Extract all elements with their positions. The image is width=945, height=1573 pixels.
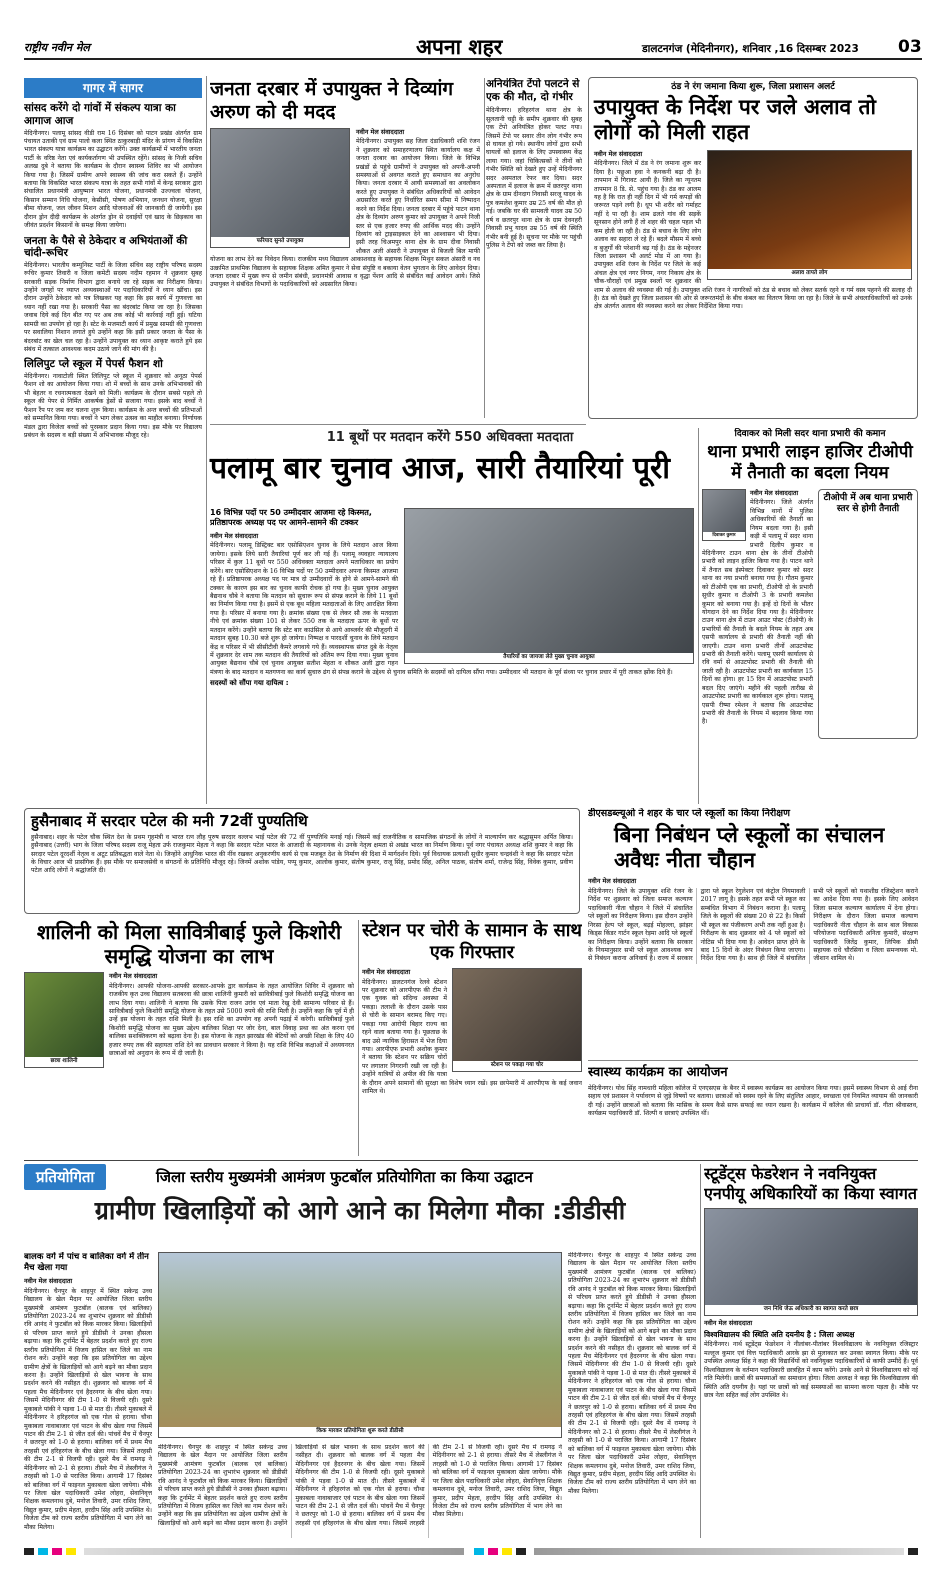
janta-headline: जनता दरबार में उपायुक्त ने दिव्यांग अरुण को दी मदद: [210, 78, 454, 123]
divider: [210, 424, 586, 425]
play-kicker: डीएसडब्ल्यूओ ने शहर के चार प्ले स्कूलों का किया निरीक्षण: [588, 808, 790, 819]
thana-body: मेदिनीनगर। जिले अंतर्गत विभिन्न थानों में पुलिस अधिकारियों की तैनाती का नियम बदला गया है। इसी कड़ी में पलामू में सदर थाना प्रभारी दिलीप कुमार व मेदिनीनगर टाउन थाना क्षेत्र के तीनों टीओपी प्रभारी को लाइन हाजिर किया गया है। पाटन थाने में तैनात सब इंस्पेक्टर दिवाकर कुमार को सदर थाना का नया प्रभारी बनाया गया है। गौतम कुमार को टीओपी एक का प्रभारी, टीओपी दो के प्रभारी सुधीर कुमार व टीओपी 3 के प्रभारी कमलेश कुमार को बनाया गया है। इन्हें दो दिनों के भीतर योगदान देने का निर्देश दिया गया है। मेदिनीनगर टाउन थाना क्षेत्र में टाउन आउट पोस्ट (टीओपी) के प्रभारियों की तैनाती के बदले नियम के तहत अब एसपी कार्यालय से प्रभारी की तैनाती नहीं की जाएगी। टाउन थाना प्रभारी तीनों आउटपोस्ट प्रभारी की तैनाती करेंगे। पलामू एसपी कार्यालय से रवि वर्मा से आउटपोस्ट प्रभारी की तैनाती की जाती रही है। आउटपोस्ट प्रभारी का कार्यकाल 15 दिनों का होगा। हर 15 दिन में आउटपोस्ट प्रभारी बदल दिए जाएंगे। महीने की पहली तारीख से आउटपोस्ट प्रभारी का कार्यकाल शुरू होगा। पलामू एसपी रीष्मा रमेशन ने बताया कि आउटपोस्ट प्रभारी की तैनाती के नियम में बदलाव किया गया है।: [702, 499, 813, 726]
divider: [358, 920, 359, 1156]
students-story: [704, 1164, 918, 1538]
alav-caption: अलाव तापते लोग: [708, 269, 911, 279]
section-name: अपना शहर: [416, 35, 503, 59]
swasthya-headline: स्वास्थ्य कार्यक्रम का आयोजन: [588, 1065, 728, 1080]
brief-kicker: गागर में सागर: [24, 78, 202, 98]
brief-3-body: मेदिनीनगर। नावाटोली स्थित लिलिपुट प्ले स्कूल में शुक्रवार को अनूठा पेपर्स फैशन शो का आयोजन किया गया। शो में बच्चों के साथ उनके अभिभावकों की भी बेहतर व रचनात्मकता देखने को मिली। कार्यक्रम के दौरान सबसे पहले तो स्कूल की पेपर से निर्मित आकर्षक ड्रेसों से सजाया गया। इसके बाद बच्चों ने फैशन रैंप पर जम कर चलना शुरू किया। कार्यक्रम के अन्त बच्चों की प्रतिभाओं को सम्मानित किया गया। बच्चों ने भाग लेकर उत्सव का माहौल बनाया। निर्णायक मंडल द्वारा विजेता बच्चों को पुरस्कार प्रदान किया गया। इस मौके पर विद्यालय प्रबंधन के सदस्य व बड़ी संख्या में अभिभावक मौजूद रहे।: [24, 372, 202, 439]
alav-kicker: ठंड ने रंग जमाना किया शुरू, जिला प्रशासन अलर्ट: [671, 82, 835, 92]
divider: [484, 78, 485, 418]
bar-body: मेदिनीनगर। पलामू डिस्ट्रिक्ट बार एसोसिएशन चुनाव के लिये मतदान आज किया जायेगा। इसके लिये सारी तैयारियां पूर्ण कर ली गई हैं। पलामू व्यवहार न्यायालय परिसर में कुल 11 बूथों पर 550 अधिवक्ता मतदाता अपने मताधिकार का प्रयोग करेंगे। बार एसोसिएशन के 16 विभिन्न पदों पर 50 उम्मीदवार अपना किस्मत आजमा रहे हैं। प्रतिष्ठापरक अध्यक्ष पद पर मात्र दो उम्मीदवारों के होने से आमने-सामने की टक्कर के कारण इस बार का चुनाव काफी रोचक हो गया है। मुख्य चुनाव आयुक्त बैद्यनाथ चौबे ने बताया कि मतदान को सुचारू रूप से संपन्न कराने के लिये 11 बूथों का निर्माण किया गया है। इसमें से एक बूथ महिला मतदाताओं के लिए आरक्षित किया गया है। परिसर में बनाया गया है। क्रमांक संख्या एक से लेकर सौ तक के मतदाता नीचे एवं क्रमांक संख्या 101 से लेकर 550 तक के मतदाता ऊपर के बूथों पर मतदान करेंगे। उन्होंने बताया कि स्टेट बार काउंसिल से आये आब्जर्वर की मौजूदगी में मतदान सुबह 10.30 बजे शुरू हो जायेगा। निष्पक्ष व पारदर्शी चुनाव के लिये मतदान केंद्र व परिसर में भी सीसीटीवी कैमरे लगवाये गये हैं। व्यवस्थापक संगत दुबे के नेतृत्व में शुक्रवार देर शाम तक मतदान की तैयारियों को अंतिम रूप दिया गया। मुख्य चुनाव आयुक्त बैद्यनाथ चौबे एवं चुनाव आयुक्त सतीश मेहता व शौकत अली द्वारा गहन मंत्रणा के बाद मतदान व मतगणना का कार्य सुचारु ढंग से संपन्न कराने के उद्देश्य से चुनाव समिति के सदस्यों को दायित्व सौंपा गया। उम्मीदवार भी मतदान के पूर्व संध्या पर चुनाव प्रचार में पूरी ताकत झोंक दिये हैं।: [210, 542, 673, 676]
thana-box-title: टीओपी में अब थाना प्रभारी स्तर से होगी तैनाती: [823, 492, 913, 514]
thana-infobox: [818, 489, 918, 739]
janta-byline: नवीन मेल संवाददाता: [356, 127, 405, 136]
bar-caption: तैयारियों का जायजा लेते मुख्य चुनाव आयुक्त: [405, 653, 693, 663]
dateline: डालटनगंज (मेदिनीनगर), शनिवार ,16 दिसम्बर 2023: [642, 43, 859, 55]
football-subhead: बालक वर्ग में पांच व बालिका वर्ग में तीन मैच खेला गया: [24, 1252, 149, 1274]
patel-body: हुसैनाबाद। शहर के पटेल चौक स्थित देश के प्रथम गृहमंत्री व भारत रत्न लौह पुरुष सरदार वल्लभ भाई पटेल की 72 वीं पुण्यतिथि मनाई गई। जिसमें कई राजनीतिक व सामाजिक संगठनों के लोगों ने माल्यार्पण कर श्रद्धासुमन अर्पित किया। हुसैनाबाद (उत्तरी) भाग के जिला परिषद सदस्य राजू मेहता उर्फ राजकुमार मेहता ने कहा कि सरदार पटेल भारत के आजादी के महानायक थे। उनके नेतृत्व क्षमता से अखंड भारत का निर्माण किया। पूर्व नगर पंचायत अध्यक्ष शशि कुमार ने कहा कि सरदार पटेल दूरदर्शी नेतृत्व व अटूट प्रतिबद्धता वाले नेता थे। जिन्होंने आधुनिक भारत की नींव रखकर अनुकरणीय कार्य से एक मजबूत देश के निर्माण की दिशा में मार्गदर्शन दिये। पूर्व विधायक प्रत्याशी सुधीर कुमार चन्द्रवंशी ने कहा कि सरदार पटेल के विचार आज भी प्रासंगिक हैं। इस मौके पर समाजसेवी व संगठनों के प्रतिनिधि मौजूद रहे। जिनमें अशोक पांडेय, पप्पू कुमार, आलोक कुमार, संतोष कुमार, राजू सिंह, प्रमोद सिंह, अनिल पाठक, संतोष शर्मा, राजेन्द्र सिंह, विवेक कुमार, प्रवीण पटेल आदि लोगों ने श्रद्धांजलि दी।: [31, 833, 573, 875]
swasthya-story: [588, 1060, 918, 1156]
students-byline: नवीन मेल संवाददाता: [704, 1319, 753, 1327]
janta-body: मेदिनीनगर। उपायुक्त सह जिला दंडाधिकारी शशि रंजन ने शुक्रवार को समाहरणालय स्थित कार्यालय कक्ष में जनता दरबार का आयोजन किया। जिले के विभिन्न प्रखंडों से पहुंचे ग्रामीणों ने उपायुक्त को अपनी-अपनी समस्याओं से अवगत कराते हुए समाधान का अनुरोध किया। जनता दरबार में आयी समस्याओं का अवलोकन करते हुए उपायुक्त ने संबंधित अधिकारियों को आवेदन अग्रसारित करते हुए निर्धारित समय सीमा में निष्पादन करने का निर्देश दिया। जनता दरबार में पहुंचे पाटन थाना क्षेत्र के दिव्यांग अरुण कुमार को उपायुक्त ने अपने निजी स्तर से एक हजार रुपए की आर्थिक मदद की। उन्होंने दिव्यांग को ट्राइसाइकल देने का आश्वासन भी दिया। इसी तरह चिअमपुर थाना क्षेत्र के ग्राम दीवा निवासी शौकत अली अंसारी ने उपायुक्त से बिजली बिल माफी योजना का लाभ देने का निवेदन किया। राजकीय मध्य विद्यालय आकाशवाड़ के सहायक शिक्षक मिथुन सकल अंसारी व नव उत्क्रमित प्राथमिक विद्यालय के सहायक शिक्षक अमित कुमार ने सेवा संपुष्टि व बकाया वेतन भुगतान के लिए आवेदन दिया। जनता दरबार में मुख्य रूप से जमीन संबंधी, प्रधानमंत्री आवास व वृद्धा पेंशन आदि से संबंधित कई आवेदन आये। जिसे उपायुक्त ने संबंधित विभागों के पदाधिकारियों को अग्रसारित किया।: [210, 138, 480, 289]
play-headline: बिना निबंधन प्ले स्कूलों का संचालन अवैधः नीता चौहान: [614, 822, 885, 873]
football-caption: किक मारकर प्रतियोगिता शुरू करते डीडीसी: [159, 1427, 561, 1437]
football-kicker: जिला स्तरीय मुख्यमंत्री आमंत्रण फुटबॉल प्रतियोगिता का किया उद्घाटन: [156, 1168, 533, 1186]
thana-caption: दिवाकर कुमार: [703, 532, 745, 540]
football-byline: नवीन मेल संवाददाता: [24, 1277, 73, 1286]
bar-kicker: 11 बूथों पर मतदान करेंगे 550 अधिवक्ता मतदाता: [326, 430, 574, 445]
alav-headline: उपायुक्त के निर्देश पर जले अलाव तो लोगों को मिली राहत: [594, 95, 876, 145]
alav-story: [588, 77, 918, 419]
tempo-story: [486, 78, 582, 418]
station-body: मेदिनीनगर। डालटनगंज रेलवे स्टेशन पर शुक्रवार को आरपीएफ की टीम ने एक युवक को संदिग्ध अवस्था में पकड़ा। तलाशी के दौरान उसके पास से चोरी के सामान बरामद किए गए। पकड़ा गया आरोपी बिहार राज्य का रहने वाला बताया गया है। पूछताछ के बाद उसे न्यायिक हिरासत में भेज दिया गया। आरपीएफ प्रभारी अशोक कुमार ने बताया कि स्टेशन पर सक्रिय चोरों पर लगातार निगरानी रखी जा रही है। उन्होंने यात्रियों से अपील की कि यात्रा के दौरान अपने सामानों की सुरक्षा का विशेष ध्यान रखें। इस छापेमारी में आरपीएफ के कई जवान शामिल थे।: [362, 978, 582, 1096]
play-byline: नवीन मेल संवाददाता: [588, 877, 637, 886]
divider: [206, 76, 207, 804]
thana-photo: [702, 489, 746, 541]
shalini-headline: शालिनी को मिला सावित्रीबाई फुले किशोरी समृद्धि योजना का लाभ: [36, 920, 342, 968]
thana-kicker: दिवाकर को मिली सदर थाना प्रभारी की कमान: [734, 429, 886, 439]
brief-1-body: मेदिनीनगर। पलामू सांसद वीडी राम 16 दिसंबर को पाटन प्रखंड अंतर्गत ग्राम पंचायत उताकी एवं ग्राम पालो कला स्थित ठाकुरबाड़ी मंदिर के प्रांगण में विकसित भारत संकल्प यात्रा कार्यक्रम का उद्घाटन करेंगे। उक्त कार्यक्रमों में भारतीय जनता पार्टी के वरिष्ठ नेता एवं कार्यकर्तागण भी उपस्थित रहेंगे। सांसद के निजी सचिव अलख दुबे ने बताया कि कार्यक्रम के दौरान स्वास्थ्य शिविर का भी आयोजन किया गया है। जिसमें ग्रामीण अपने स्वास्थ्य की जांच करा सकते हैं। उन्होंने बताया कि विकसित भारत संकल्प यात्रा के तहत सभी गांवों में केन्द्र सरकार द्वारा संचालित प्रधानमंत्री आयुष्मान भारत योजना, प्रधानमंत्री उज्ज्वला योजना, किसान सम्मान निधि योजना, केसीसी, पोषण अभियान, जनधन योजना, सुरक्षा बीमा योजना, जल जीवन मिशन आदि योजनाओं की जानकारी दी जायेगी। इस दौरान ड्रोन दीदी कार्यक्रम के अंतर्गत ड्रोन से दवाईयों एवं खाद के छिड़काव का जीवंत प्रदर्शन किसानों के समक्ष किया जायेगा।: [24, 129, 202, 230]
thana-byline: नवीन मेल संवाददाता: [750, 488, 799, 497]
shalini-photo: [24, 972, 104, 1068]
thana-headline: थाना प्रभारी लाइन हाजिर टीओपी में तैनाती का बदला नियम: [707, 442, 913, 484]
shalini-body: मेदिनीनगर। आपकी योजना-आपकी सरकार-आपके द्वार कार्यक्रम के तहत आयोजित शिविर में शुक्रवार को राजकीय कृत उच्च विद्यालय सतबरवा की छात्रा शालिनी कुमारी को सावित्रीबाई फुले किशोरी समृद्धि योजना का लाभ दिया गया। शालिनी ने बताया कि उसके पिता राजन उरांव एवं माता रेखु देवी सामान्य परिवार से हैं। सावित्रीबाई फुले किशोरी समृद्धि योजना के तहत उसे 5000 रुपये की राशि मिली है। उन्होंने कहा कि पूर्व में ही उन्हें इस योजना के तहत राशि मिली है। इस राशि का उपयोग वह अपनी पढ़ाई में करेगी। सावित्रीबाई फुले किशोरी समृद्धि योजना का मुख्य उद्देश्य बालिका शिक्षा पर जोर देना, बाल विवाह प्रथा का अंत करना एवं बालिका सशक्तिकरण को बढ़ावा देना है। इस योजना के तहत झारखंड की बेटियों को अच्छी शिक्षा के लिए 40 हजार रुपए तक की सहायता राशि देने का प्रावधान सरकार ने किया है। यह राशि विभिन्न कक्षाओं में अध्ययनरत छात्राओं को अनुदान के रूप में दी जाती है।: [109, 982, 354, 1058]
students-subhead: विश्वविद्यालय की स्थिति अति दयनीय है : जिला अध्यक्ष: [704, 1329, 855, 1339]
page-number: 03: [898, 37, 922, 57]
bar-subhead: 16 विभिन्न पदों पर 50 उम्मीदवार आजमा रहे किस्मत, प्रतिष्ठापरक अध्यक्ष पद पर आमने-सामने की टक्कर: [210, 508, 372, 528]
janta-caption: फरियाद सुनते उपायुक्त: [211, 237, 349, 247]
station-photo: [452, 968, 582, 1072]
bar-headline: पलामू बार चुनाव आज, सारी तैयारियां पूरी: [210, 451, 671, 486]
alav-photo: [707, 150, 912, 280]
shalini-caption: छात्रा शालिनी: [25, 1057, 103, 1067]
play-body: मेदिनीनगर। जिले के उपायुक्त शशि रंजन के निर्देश पर शुक्रवार को जिला समाज कल्याण पदाधिकारी नीता चौहान ने जिले में संचालित प्ले स्कूलों का निरीक्षण किया। इस दौरान उन्होंने निरसा हेल्प प्ले स्कूल, बढ़ई मोहल्ला, झांझर किड्स किंडर गार्टन स्कूल रेड़मा आदि प्ले स्कूलों का निरीक्षण किया। उन्होंने बताया कि सरकार के नियमानुसार सभी प्ले स्कूल आवश्यक रूप से निबंधन कराना अनिवार्य है। राज्य में सरकार द्वारा प्ले स्कूल रेगुलेशन एवं कंट्रोल नियमावली 2017 लागू है। इसके तहत सभी प्ले स्कूल का सम्बंधित विभाग में निबंधन कराना है। पलामू जिले के स्कूलों की संख्या 20 से 22 है। किसी भी स्कूल का पंजीकरण अभी तक नहीं हुआ है। निरीक्षण के बाद शुक्रवार को 4 प्ले स्कूलों को नोटिस भी दिया गया है। आवेदन प्राप्त होने के बाद 15 दिनों के अंदर निबंधन किया जाएगा। निर्देश दिया गया है। साथ ही जिले में संचालित सभी प्ले स्कूलों को यथाशीघ्र रजिस्ट्रेशन कराने का आदेश दिया गया है। इसके लिए आवेदन जिला समाज कल्याण कार्यालय में देना होगा। निरीक्षण के दौरान जिला समाज कल्याण पदाधिकारी नीता चौहान के साथ बाल विकास परियोजना पदाधिकारी अनिता कुमारी, संरक्षण पदाधिकारी जितेंद्र कुमार, लिपिक डीसी सहायक राधे चौरसिया व जिला समन्वयक मो. जीशान शामिल थे।: [588, 887, 918, 963]
alav-byline: नवीन मेल संवाददाता: [594, 149, 643, 158]
patel-headline: हुसैनाबाद में सरदार पटेल की मनी 72वीं पुण्यतिथि: [31, 812, 308, 830]
divider: [698, 428, 699, 804]
alav-body: मेदिनीनगर। जिले में ठंड ने रंग जमाना शुरू कर दिया है। पछुआ हवा ने कनकनी बढ़ा दी है। तापमान में गिरावट आयी है। जिले का न्यूनतम तापमान 8 डि. से. पहुंच गया है। ठंड का आलम यह है कि रात ही नहीं दिन में भी गर्म कपड़ों की जरूरत पड़ने लगी है। धूप भी शरीर को गर्माहट नहीं दे पा रही है। शाम ढलते गांव की सड़कें सूनसान होने लगी हैं तो शहर की चहल पहल भी कम होती जा रही है। ठंड से बचाव के लिए लोग अलाव का सहारा ले रहे हैं। बदले मौसम में बच्चे व बुजुर्गों की परेशानी बढ़ गई है। ठंड के मद्देनजर जिला प्रशासन भी अलर्ट मोड में आ गया है। उपायुक्त शशि रंजन के निर्देश पर जिले के कई अंचल क्षेत्र एवं नगर निगम, नगर निकाय क्षेत्र के चौक-चौराहों एवं प्रमुख स्थलों पर शुक्रवार की शाम से अलाव की व्यवस्था की गई है। उपायुक्त शशि रंजन ने नागरिकों को ठंड से बचाव को लेकर सतर्क रहने व गर्म वस्त्र पहनने की सलाह दी है। ठंड को देखते हुए जिला प्रशासन की ओर से जरूरतमंदों के बीच कंबल का वितरण किया जा रहा है। जिले के सभी अंचलाधिकारियों को उनके क्षेत्र अंतर्गत अलाव की व्यवस्था करने का लेकर निर्देशित किया गया।: [594, 160, 912, 311]
shalini-byline: नवीन मेल संवाददाता: [109, 972, 158, 980]
brief-3-title: लिलिपुट प्ले स्कूल में पेपर्स फैशन शो: [24, 358, 163, 371]
divider: [700, 1164, 701, 1538]
bar-story: [210, 508, 694, 804]
tempo-body: मेदिनीनगर। हरिहरगंज थाना क्षेत्र के सुलतानी चट्टी के समीप शुक्रवार की सुबह एक टेंपो अनियंत्रित होकर पलट गया। जिसमें टेंपो पर सवार तीन लोग गंभीर रूप से घायल हो गये। स्थानीय लोगों द्वारा सभी घायलों को इलाज के लिए उपस्वास्थ्य केंद्र लाया गया। जहां चिकित्सकों ने तीनों को गंभीर स्थिति को देखते हुए उन्हें मेदिनीनगर सदर अस्पताल रेफर कर दिया। सदर अस्पताल में इलाज के क्रम में छतरपुर थाना क्षेत्र के ग्राम दीनदाग निवासी सरजू यादव के पुत्र कमलेश कुमार उम्र 25 वर्ष की मौत हो गई। जबकि घर की सामवती यादव उम्र 50 वर्ष व छतरपुर थाना क्षेत्र के ग्राम देवनहरी निवासी प्रभु यादव उम्र 55 वर्ष की स्थिति गंभीर बनी हुई है। सूचना पर मौके पर पहुंची पुलिस ने टेंपो को जब्त कर लिया है।: [486, 107, 582, 249]
station-headline: स्टेशन पर चोरी के सामान के साथ एक गिरफ्तार: [362, 920, 582, 963]
football-body-3: मेदिनीनगर। चैनपुर के शाहपुर में स्थित सकेन्द्र उच्च विद्यालय के खेल मैदान पर आयोजित जिला स्तरीय मुख्यमंत्री आमंत्रण फुटबॉल (बालक एवं बालिका) प्रतियोगिता 2023-24 का शुभारंभ शुक्रवार को डीडीसी रवि आनंद ने फुटबॉल को किक मारकर किया। खिलाड़ियों से परिचय प्राप्त करते हुये डीडीसी ने उनका हौसला बढ़ाया। कहा कि टूर्नामेंट में बेहतर प्रदर्शन करते हुए राज्य स्तरीय प्रतियोगिता में विजय हासिल कर जिले का नाम रोशन करें। उन्होंने कहा कि इस प्रतियोगिता का उद्देश्य ग्रामीण क्षेत्रों के खिलाड़ियों को आगे बढ़ने का मौका प्रदान करना है। उन्होंने खिलाड़ियों से खेल भावना के साथ प्रदर्शन करने की नसीहत दी। शुक्रवार को बालक वर्ग में पहला मैच मेदिनीनगर एवं हैदरनगर के बीच खेला गया। जिसमें मेदिनीनगर की टीम 1-0 से विजयी रही। दूसरे मुकाबले पांकी ने पड़वा 1-0 से मात दी। तीसरे मुकाबले में मेदिनीनगर ने हरिहरगंज को एक गोल से हराया। चौथा मुकाबला नावाबाजार एवं पाटन के बीच खेला गया जिसमें पाटन की टीम 2-1 से जीत दर्ज की। पांचवें मैच में चैनपुर ने छतरपुर को 1-0 से हराया। बालिका वर्ग में प्रथम मैच तरहसी एवं हरिहरगंज के बीच खेला गया। जिसमें तरहसी की टीम 2-1 से विजयी रही। दूसरे मैच में रामगढ़ ने मेदिनीनगर को 2-1 से हराया। तीसरे मैच में लेस्लीगंज ने तरहसी को 1-0 से पराजित किया। आगामी 17 दिसंबर को बालिका वर्ग में फाइनल मुकाबला खेला जायेगा। मौके पर जिला खेल पदाधिकारी उमेश लोहरा, सेवानिवृत्त शिक्षक कमलनाथ दुबे, मनोज तिवारी, उमर राशिद जिया, विद्युत कुमार, प्रदीप मेहता, हरदीप सिंह आदि उपस्थित थे। विजेता टीम को राज्य स्तरीय प्रतियोगिता में भाग लेने का मौका मिलेगा।: [158, 1444, 562, 1527]
football-body-1: मेदिनीनगर। चैनपुर के शाहपुर में स्थित सकेन्द्र उच्च विद्यालय के खेल मैदान पर आयोजित जिला स्तरीय मुख्यमंत्री आमंत्रण फुटबॉल (बालक एवं बालिका) प्रतियोगिता 2023-24 का शुभारंभ शुक्रवार को डीडीसी रवि आनंद ने फुटबॉल को किक मारकर किया। खिलाड़ियों से परिचय प्राप्त करते हुये डीडीसी ने उनका हौसला बढ़ाया। कहा कि टूर्नामेंट में बेहतर प्रदर्शन करते हुए राज्य स्तरीय प्रतियोगिता में विजय हासिल कर जिले का नाम रोशन करें। उन्होंने कहा कि इस प्रतियोगिता का उद्देश्य ग्रामीण क्षेत्रों के खिलाड़ियों को आगे बढ़ने का मौका प्रदान करना है। उन्होंने खिलाड़ियों से खेल भावना के साथ प्रदर्शन करने की नसीहत दी। शुक्रवार को बालक वर्ग में पहला मैच मेदिनीनगर एवं हैदरनगर के बीच खेला गया। जिसमें मेदिनीनगर की टीम 1-0 से विजयी रही। दूसरे मुकाबले पांकी ने पड़वा 1-0 से मात दी। तीसरे मुकाबले में मेदिनीनगर ने हरिहरगंज को एक गोल से हराया। चौथा मुकाबला नावाबाजार एवं पाटन के बीच खेला गया जिसमें पाटन की टीम 2-1 से जीत दर्ज की। पांचवें मैच में चैनपुर ने छतरपुर को 1-0 से हराया। बालिका वर्ग में प्रथम मैच तरहसी एवं हरिहरगंज के बीच खेला गया। जिसमें तरहसी की टीम 2-1 से विजयी रही। दूसरे मैच में रामगढ़ ने मेदिनीनगर को 2-1 से हराया। तीसरे मैच में लेस्लीगंज ने तरहसी को 1-0 से पराजित किया। आगामी 17 दिसंबर को बालिका वर्ग में फाइनल मुकाबला खेला जायेगा। मौके पर जिला खेल पदाधिकारी उमेश लोहरा, सेवानिवृत्त शिक्षक कमलनाथ दुबे, मनोज तिवारी, उमर राशिद जिया, विद्युत कुमार, प्रदीप मेहता, हरदीप सिंह आदि उपस्थित थे। विजेता टीम को राज्य स्तरीय प्रतियोगिता में भाग लेने का मौका मिलेगा।: [24, 1287, 152, 1531]
patel-story: [24, 808, 580, 914]
station-byline: नवीन मेल संवाददाता: [362, 967, 411, 976]
paper-logo: राष्ट्रीय नवीन मेल: [24, 41, 90, 54]
tempo-headline: अनियंत्रित टेंपो पलटने से एक की मौत, दो गंभीर: [486, 78, 580, 104]
bar-boxhead: सदस्यों को सौंपा गया दायित्व :: [210, 679, 289, 688]
football-tag: प्रतियोगिता: [24, 1164, 106, 1190]
students-headline: स्टूडेंट्स फेडरेशन ने नवनियुक्त एनपीयू अधिकारियों का किया स्वागत: [704, 1164, 917, 1203]
football-headline: ग्रामीण खिलाड़ियों को आगे आने का मिलेगा मौका :डीडीसी: [94, 1196, 626, 1225]
station-story: [362, 920, 582, 1156]
bar-byline: नवीन मेल संवाददाता: [210, 531, 259, 540]
football-story: [24, 1164, 696, 1538]
brief-1-title: सांसद करेंगे दो गांवों में संकल्प यात्रा का आगाज आज: [24, 102, 176, 127]
thana-story: [702, 428, 918, 804]
brief-2-body: मेदिनीनगर। भारतीय कम्युनिस्ट पार्टी के जिला संचिव सह राष्ट्रीय परिषद सदस्य रूचिर कुमार तिवारी व जिला कमेटी सदस्य नदीम रहमान ने शुक्रवार सुबह सरकारी सड़क निर्माण विभाग द्वारा बनाये जा रहे सड़क का निरीक्षण किया। उन्होंने जगहों पर व्याप्त अव्यवस्थाओं पर पदाधिकारियों ने ध्यान खींचा। इस दौरान उन्होंने ठेकेदार को पत्र लिखकर यह कहा कि इस कार्य में गुणवत्ता का ध्यान नहीं रखा गया है। सरकारी पैसा का बंदरबांट किया जा रहा है। जिसका जवाब दिये कई दिन बीत गए पर अब तक कोई भी कार्रवाई नहीं हुई। घटिया सामग्री का उपयोग हो रहा है। स्टेट के मजमाटी कार्य में प्रमुख सामग्री की गुणवत्ता पर सवालिया निशान लगाते हुये उन्होंने कहा कि इसी प्रकार जनता के पैसा के बंदरबांट का खेल चल रहा है। उन्होंने उपायुक्त का ध्यान आकृष्ट कराते हुये इस संबंध में तत्काल आवश्यक कदम उठाये जाने की मांग की है।: [24, 261, 202, 353]
masthead: [24, 34, 922, 60]
shalini-story: [24, 920, 354, 1156]
janta-story: [210, 78, 480, 418]
play-story: [588, 808, 918, 1056]
janta-photo: [210, 128, 350, 248]
football-photo: [158, 1252, 562, 1438]
football-body-2: मेदिनीनगर। चैनपुर के शाहपुर में स्थित सकेन्द्र उच्च विद्यालय के खेल मैदान पर आयोजित जिला स्तरीय मुख्यमंत्री आमंत्रण फुटबॉल (बालक एवं बालिका) प्रतियोगिता 2023-24 का शुभारंभ शुक्रवार को डीडीसी रवि आनंद ने फुटबॉल को किक मारकर किया। खिलाड़ियों से परिचय प्राप्त करते हुये डीडीसी ने उनका हौसला बढ़ाया। कहा कि टूर्नामेंट में बेहतर प्रदर्शन करते हुए राज्य स्तरीय प्रतियोगिता में विजय हासिल कर जिले का नाम रोशन करें। उन्होंने कहा कि इस प्रतियोगिता का उद्देश्य ग्रामीण क्षेत्रों के खिलाड़ियों को आगे बढ़ने का मौका प्रदान करना है। उन्होंने खिलाड़ियों से खेल भावना के साथ प्रदर्शन करने की नसीहत दी। शुक्रवार को बालक वर्ग में पहला मैच मेदिनीनगर एवं हैदरनगर के बीच खेला गया। जिसमें मेदिनीनगर की टीम 1-0 से विजयी रही। दूसरे मुकाबले पांकी ने पड़वा 1-0 से मात दी। तीसरे मुकाबले में मेदिनीनगर ने हरिहरगंज को एक गोल से हराया। चौथा मुकाबला नावाबाजार एवं पाटन के बीच खेला गया जिसमें पाटन की टीम 2-1 से जीत दर्ज की। पांचवें मैच में चैनपुर ने छतरपुर को 1-0 से हराया। बालिका वर्ग में प्रथम मैच तरहसी एवं हरिहरगंज के बीच खेला गया। जिसमें तरहसी की टीम 2-1 से विजयी रही। दूसरे मैच में रामगढ़ ने मेदिनीनगर को 2-1 से हराया। तीसरे मैच में लेस्लीगंज ने तरहसी को 1-0 से पराजित किया। आगामी 17 दिसंबर को बालिका वर्ग में फाइनल मुकाबला खेला जायेगा। मौके पर जिला खेल पदाधिकारी उमेश लोहरा, सेवानिवृत्त शिक्षक कमलनाथ दुबे, मनोज तिवारी, उमर राशिद जिया, विद्युत कुमार, प्रदीप मेहता, हरदीप सिंह आदि उपस्थित थे। विजेता टीम को राज्य स्तरीय प्रतियोगिता में भाग लेने का मौका मिलेगा।: [568, 1252, 696, 1495]
students-body: मेदिनीनगर। नार्थ स्टूडेंट्स फेडरेशन ने नीलांबर-पीतांबर विश्वविद्यालय के नवनियुक्त रजिस्ट्रार मल्लूज कुमार एवं वित्त पदाधिकारी आरके झा से मुलाकात कर उनका स्वागत किया। मौके पर उपस्थित अध्यक्ष सिंह ने कहा की विद्यार्थियों को नवनियुक्त पदाधिकारियों से काफी उम्मीदें हैं। पूर्व विश्वविद्यालय के वर्तमान पदाधिकारी छात्रहित में काम करेंगे। उनके आने से विश्वविद्यालय को नई गति मिलेगी। छात्रों की समस्याओं का समाधान होगा। जिला अध्यक्ष ने कहा कि विश्वविद्यालय की स्थिति अति दयनीय है। यहां पर छात्रों को कई समस्याओं का सामना करना पड़ता है। मौके पर छात्र नेता सहित कई लोग उपस्थित थे।: [704, 1341, 918, 1399]
students-caption: जन निधि जेऊ अधिकारी का स्वागत करते छात्र: [705, 1305, 917, 1315]
station-caption: स्टेशन पर पकड़ा गया चोर: [453, 1061, 581, 1071]
students-photo: [704, 1208, 918, 1316]
registration-bar: [24, 1548, 918, 1557]
bar-photo: [404, 508, 694, 664]
swasthya-body: मेदिनीनगर। योध सिंह नामधारी महिला कॉलेज में एनएसएस के बैनर में स्वास्थ्य कार्यक्रम का आयोजन किया गया। इसमें स्वास्थ्य विभाग से आई रीना सहाय एवं प्रशासन ने पर्यावरण से जुड़े विषयों पर बताया। छात्राओं को स्वस्थ रहने के लिए संतुलित आहार, स्वच्छता एवं नियमित व्यायाम की जानकारी दी गई। उन्होंने छात्राओं को बताया कि मासिक के समय कैसे साफ सफाई का ध्यान रखना है। कार्यक्रम में कॉलेज की प्राचार्या डॉ. गीता श्रीवास्तव, कार्यक्रम पदाधिकारी डॉ. शिल्पी व छात्राएं उपस्थित थीं।: [588, 1084, 918, 1117]
brief-2-title: जनता के पैसे से ठेकेदार व अभियंताओं की चांदी-रूचिर: [24, 234, 188, 260]
divider: [24, 1160, 918, 1161]
brief-column: [24, 78, 202, 916]
